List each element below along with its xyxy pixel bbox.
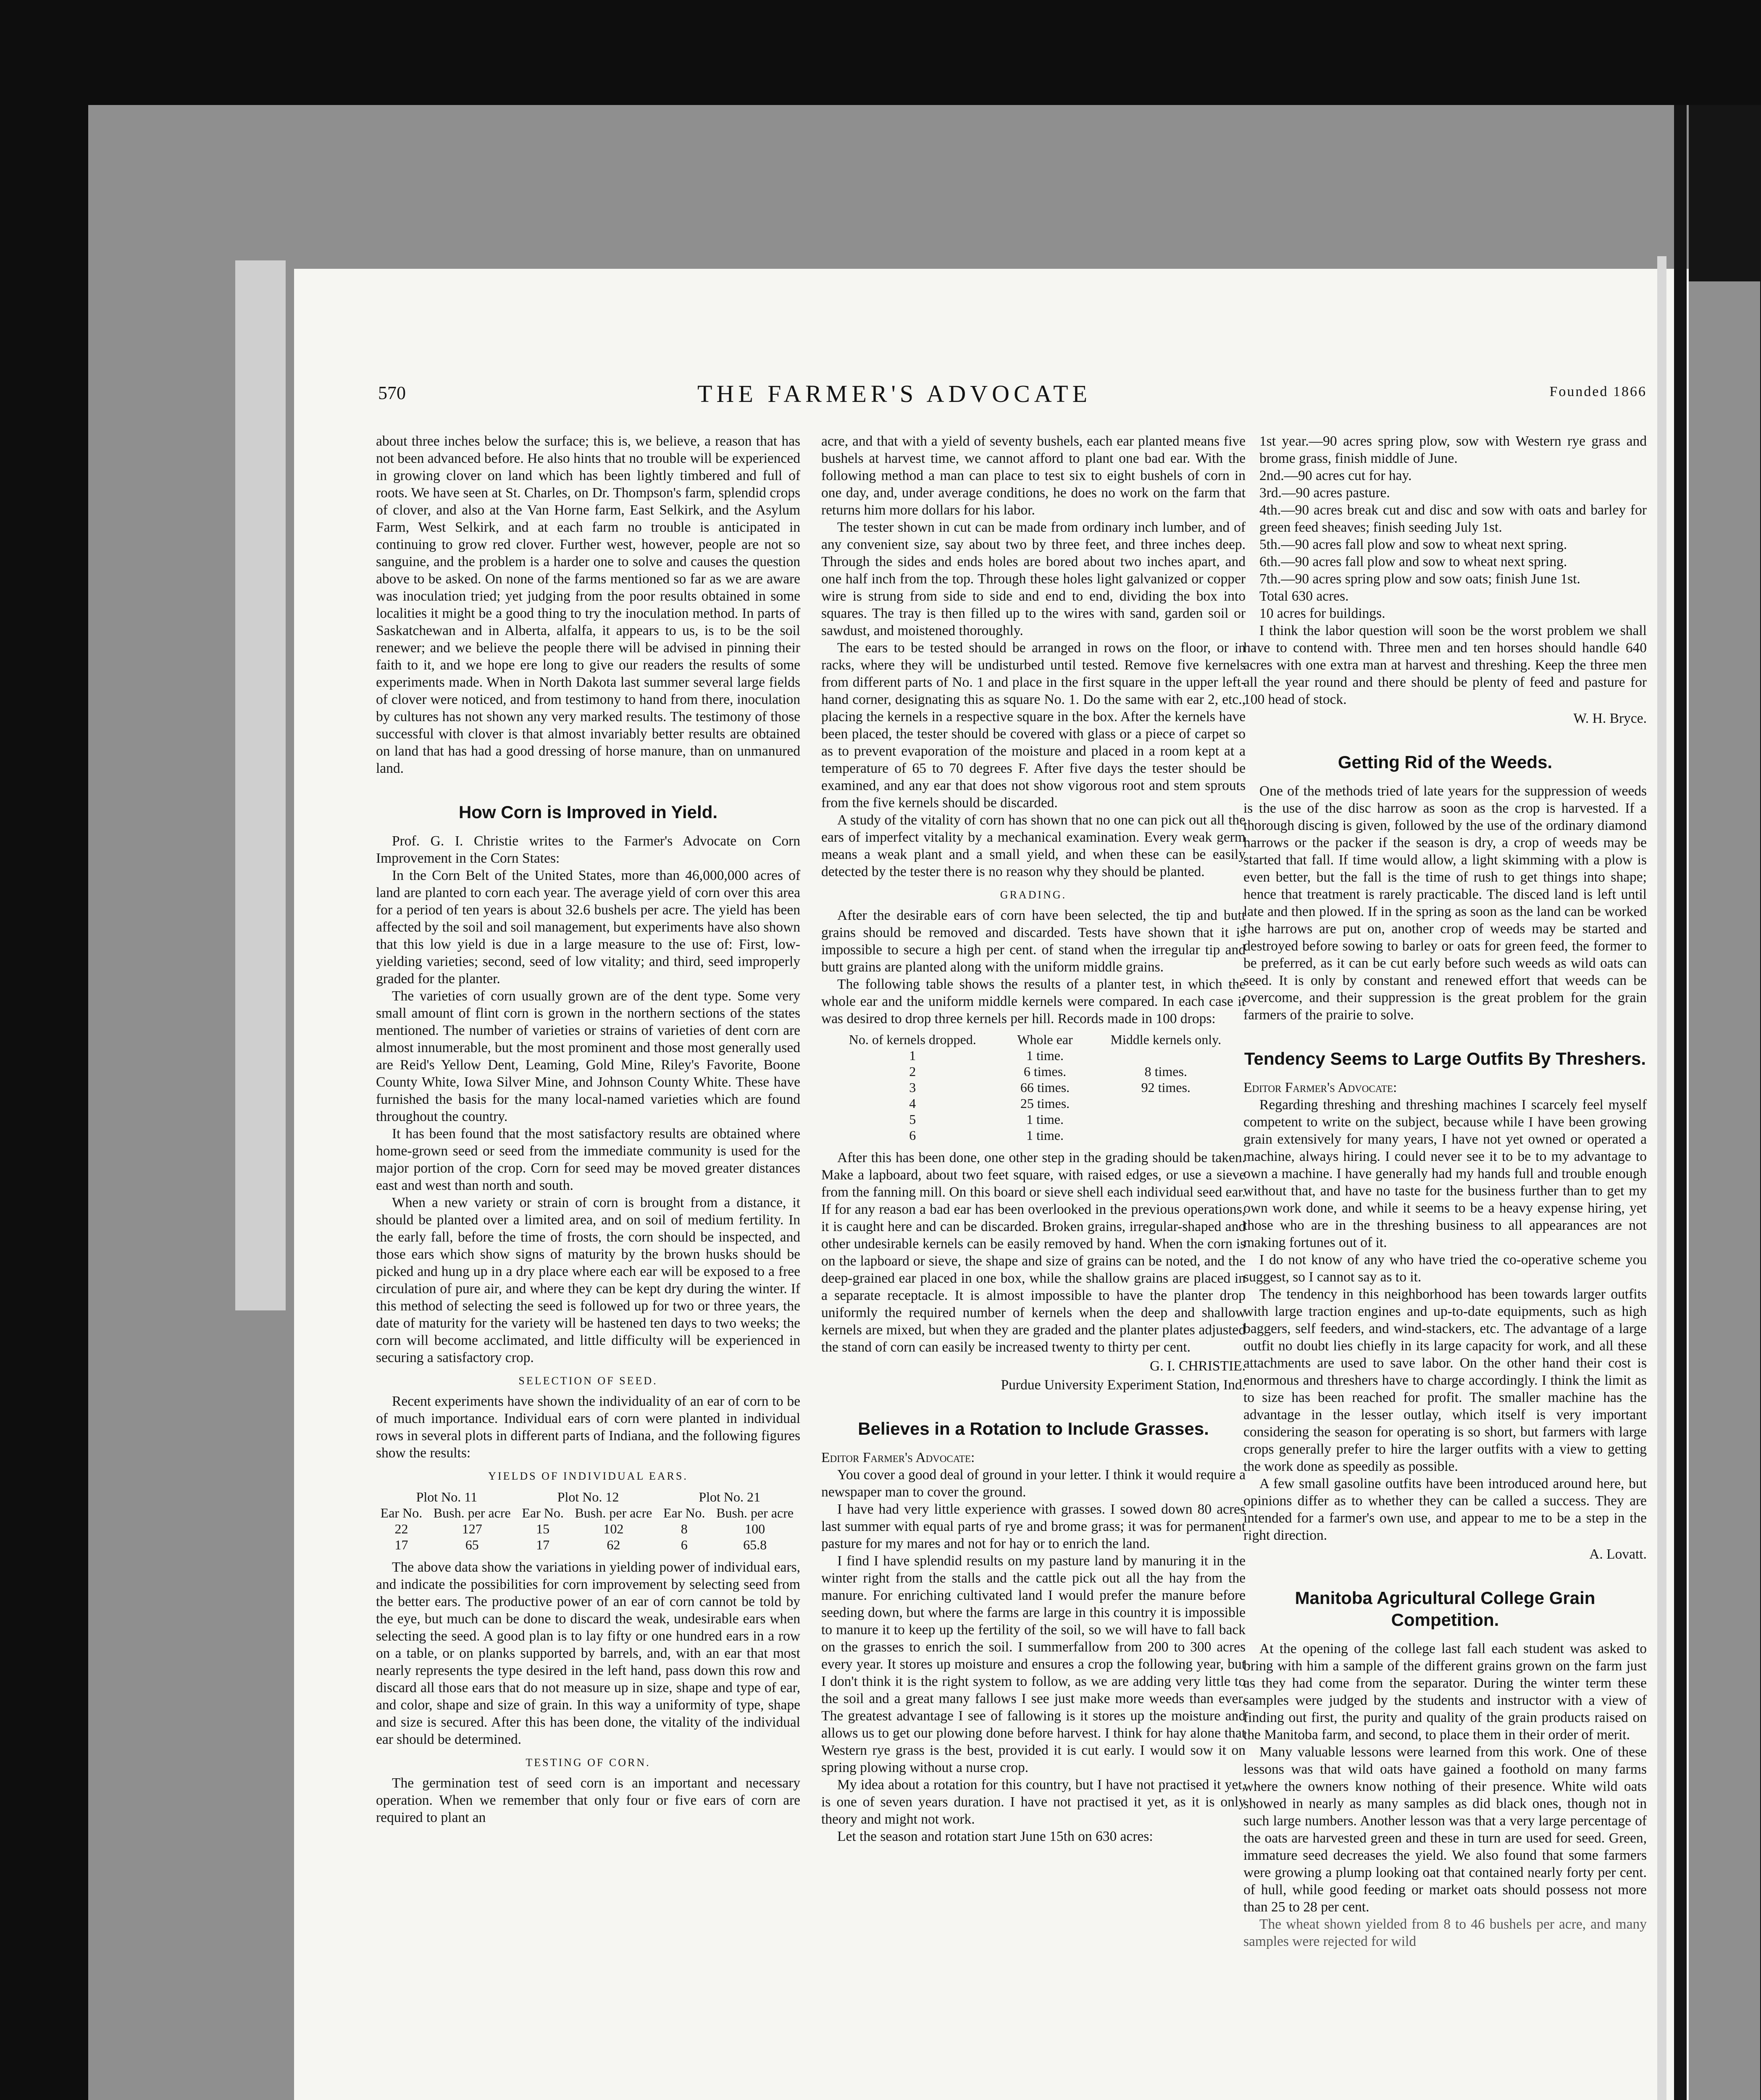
signature: A. Lovatt. xyxy=(1589,1546,1647,1562)
table-cell: 6 times. xyxy=(1023,1064,1067,1079)
table-row xyxy=(376,1537,800,1553)
paragraph: I think the labor question will soon be the worst problem we shall have to contend with. Three men and ten horses should handle 640 acres with one extra man at harvest and threshing. Keep the three men all the year round and there should be plenty of feed and pasture for 100 head of stock. xyxy=(1243,623,1647,707)
paragraph: acre, and that with a yield of seventy bushels, each ear planted means five bushels at harvest time, we cannot afford to plant one bad ear. With the following method a man can place to test six to eight bushels of corn in one day, and, under average conditions, he does no work on the farm that returns him more dollars for his labor. xyxy=(821,433,1246,518)
founded-note: Founded 1866 xyxy=(1549,384,1647,399)
table-cell: 2 xyxy=(909,1064,916,1079)
list-item: 10 acres for buildings. xyxy=(1259,606,1385,621)
table-header: Middle kernels only. xyxy=(1110,1032,1222,1047)
column-2 xyxy=(821,433,1246,1845)
signature: W. H. Bryce. xyxy=(1573,711,1647,726)
yields-table xyxy=(376,1489,800,1553)
column-1 xyxy=(376,433,800,1826)
page-header xyxy=(378,382,1647,407)
table-row xyxy=(821,1079,1246,1095)
list-item: Total 630 acres. xyxy=(1259,588,1349,604)
table-cell: 4 xyxy=(909,1096,916,1111)
table-cell: 100 xyxy=(745,1521,765,1536)
table-cell: 17 xyxy=(394,1537,408,1552)
paragraph: A few small gasoline outfits have been introduced around here, but opinions differ as to whether they can be called a success. They are intended for a farmer's own use, and appear to me to be a step in the right direction. xyxy=(1243,1476,1647,1543)
article-heading-competition: Manitoba Agricultural College Grain Competition. xyxy=(1295,1588,1595,1630)
paragraph: The varieties of corn usually grown are of the dent type. Some very small amount of flint corn is grown in the northern sections of the states mentioned. The number of varieties or strains of varieties of dent corn are almost innumerable, but the most prominent and those most generally used are Reid's Yellow Dent, Leaming, Gold Mine, Riley's Favorite, Boone County White, Iowa Silver Mine, and Johnson County White. These have furnished the basis for the many local-named varieties which are found throughout the country. xyxy=(376,988,800,1124)
paragraph: The following table shows the results of a planter test, in which the whole ear and the uniform middle kernels were compared. In each case it was desired to drop three kernels per hill. Records made in 100 drops: xyxy=(821,976,1246,1026)
list-item: 7th.—90 acres spring plow and sow oats; finish June 1st. xyxy=(1259,571,1580,587)
table-subheader: Ear No. xyxy=(522,1505,564,1520)
paragraph: Many valuable lessons were learned from this work. One of these lessons was that wild oats have gained a foothold on many farms where the owners know nothing of their presence. White wild oats showed in nearly as many samples as did black ones, though not in such large numbers. Another lesson was that a very large percentage of the oats are harvested green and these in turn are used for seed. Green, immature seed decreases the yield. We also found that some farmers were growing a plump looking oat that contained nearly forty per cent. of hull, while good feeding or market oats should possess not more than 25 to 28 per cent. xyxy=(1243,1744,1647,1915)
table-cell: 22 xyxy=(394,1521,408,1536)
table-row xyxy=(821,1063,1246,1079)
salutation: Editor Farmer's Advocate: xyxy=(821,1450,975,1465)
paragraph: Recent experiments have shown the individuality of an ear of corn to be of much importance. Individual ears of corn were planted in individual rows in several plots in different parts of Indiana, and the following figures show the results: xyxy=(376,1394,800,1461)
list-item: 4th.—90 acres break cut and disc and sow with oats and barley for green feed sheaves; finish seeding July 1st. xyxy=(1259,502,1647,535)
table-header: Plot No. 11 xyxy=(416,1489,478,1504)
paragraph: After this has been done, one other step in the grading should be taken. Make a lapboard, about two feet square, with raised edges, or use a sieve from the fanning mill. On this board or sieve shell each individual seed ear. If for any reason a bad ear has been overlooked in the previous operations, it is caught here and can be discarded. Broken grains, irregular-shaped and other undesirable kernels can be easily removed by hand. When the corn is on the lapboard or sieve, the shape and size of grains can be noted, and the deep-grained ear placed in one box, while the shallow grains are placed in a separate receptacle. It is almost impossible to have the planter drop uniformly the required number of kernels when the deep and shallow kernels are mixed, but when they are graded and the planter plates adjusted the stand of corn can easily be increased twenty to thirty per cent. xyxy=(821,1150,1246,1355)
table-cell: 3 xyxy=(909,1080,916,1095)
table-cell xyxy=(1086,1111,1246,1127)
list-item: 2nd.—90 acres cut for hay. xyxy=(1259,468,1412,483)
table-subheader: Ear No. xyxy=(663,1505,705,1520)
signature-affiliation: Purdue University Experiment Station, Ind. xyxy=(1001,1377,1246,1393)
paragraph: The wheat shown yielded from 8 to 46 bushels per acre, and many samples were rejected for wild xyxy=(1243,1916,1647,1949)
paragraph: The tester shown in cut can be made from ordinary inch lumber, and of any convenient size, say about two by three feet, and three inches deep. Through the sides and ends holes are bored about two inches apart, and one half inch from the top. Through these holes light galvanized or copper wire is strung from side to side and end to end, dividing the box into squares. The tray is then filled up to the wires with sand, garden soil or sawdust, and moistened thoroughly. xyxy=(821,520,1246,638)
paragraph: Let the season and rotation start June 15th on 630 acres: xyxy=(837,1829,1153,1844)
paragraph: The above data show the variations in yielding power of individual ears, and indicate the possibilities for corn improvement by selecting seed from the better ears. The productive power of an ear of corn cannot be told by the eye, but much can be done to discard the weak, undesirable ears when selecting the seed. A good plan is to lay fifty or one hundred ears in a row on a table, or on planks supported by barrels, and, with an ear that most nearly represents the type desired in the left hand, pass down this row and discard all those ears that do not measure up in size, shape and type of ear, and color, shape and size of grain. In this way a uniformity of type, shape and size is secured. After this has been done, the vitality of the individual ear should be determined. xyxy=(376,1559,800,1747)
masthead-title: THE FARMER'S ADVOCATE xyxy=(697,380,1092,407)
table-cell: 127 xyxy=(462,1521,482,1536)
table-row xyxy=(821,1127,1246,1143)
table-cell: 65.8 xyxy=(743,1537,767,1552)
paragraph: You cover a good deal of ground in your letter. I think it would require a newspaper man to cover the ground. xyxy=(821,1467,1246,1500)
list-item: 3rd.—90 acres pasture. xyxy=(1259,485,1390,501)
table-header: Plot No. 21 xyxy=(699,1489,760,1504)
table-subheader: Bush. per acre xyxy=(716,1505,794,1520)
table-cell: 15 xyxy=(536,1521,550,1536)
paragraph: When a new variety or strain of corn is brought from a distance, it should be planted over a limited area, and on soil of medium fertility. In the early fall, before the time of frosts, the corn should be inspected, and those ears which show signs of maturity by the brown husks should be picked and hung up in a dry place where each ear will be exposed to a free circulation of pure air, and where they can be kept dry during the winter. If this method of selecting the seed is followed up for two or three years, the date of maturity for the variety will be hastened ten days to two weeks; the corn will become acclimated, and little difficulty will be experienced in securing a satisfactory crop. xyxy=(376,1195,800,1365)
paragraph: In the Corn Belt of the United States, more than 46,000,000 acres of land are planted to corn each year. The average yield of corn over this area for a period of ten years is about 32.6 bushels per acre. The yield has been affected by the soil and soil management, but experiments have also shown that this low yield is due in a large measure to the use of: First, low-yielding varieties; second, seed of low vitality; and third, seed improperly graded for the planter. xyxy=(376,868,800,987)
paragraph: After the desirable ears of corn have been selected, the tip and butt grains should be removed and discarded. Tests have shown that it is impossible to secure a high per cent. of stand when the irregular tip and butt grains are planted along with the uniform middle grains. xyxy=(821,908,1246,975)
article-heading-corn: How Corn is Improved in Yield. xyxy=(458,802,718,822)
paragraph: One of the methods tried of late years for the suppression of weeds is the use of the disc harrow as soon as the crop is harvested. If a thorough discing is given, followed by the use of the ordinary diamond harrows or the packer if the season is dry, a crop of weeds may be started that fall. If time would allow, a light skimming with a plow is even better, but the fall is the time of rush to get things into shape; hence that treatment is rarely practicable. The disced land is left until late and then plowed. If in the spring as soon as the land can be worked the harrows are put on, another crop of weeds may be started and destroyed before sowing to barley or oats for green feed, the former to be preferred, as it can be cut early before such weeds as wild oats can seed. It is only by constant and renewed effort that weeds can be overcome, and their suppression is the great problem for the grain farmers of the prairie to solve. xyxy=(1243,783,1647,1023)
table-cell xyxy=(1086,1047,1246,1063)
salutation: Editor Farmer's Advocate: xyxy=(1243,1080,1397,1095)
table-cell: 1 time. xyxy=(1026,1048,1064,1063)
paragraph: I do not know of any who have tried the co-operative scheme you suggest, so I cannot say as to it. xyxy=(1243,1252,1647,1285)
article-heading-weeds: Getting Rid of the Weeds. xyxy=(1338,752,1553,772)
page-number: 570 xyxy=(378,383,406,403)
paragraph: My idea about a rotation for this country, but I have not practised it yet, is one of seven years duration. I have not practised it yet, as it is only theory and might not work. xyxy=(821,1777,1246,1827)
table-cell: 17 xyxy=(536,1537,550,1552)
table-cell: 5 xyxy=(909,1112,916,1127)
table-cell: 6 xyxy=(681,1537,688,1552)
paragraph: Regarding threshing and threshing machines I scarcely feel myself competent to write on the subject, because while I have been growing grain extensively for many years, I have not yet owned or operated a machine, always hiring. I could never see it to be to my advantage to own a machine. I have generally had my hands full and trouble enough without that, and have no taste for the business further than to get my own work done, and while it seems to be a heavy expense hiring, yet those who are in the threshing business to all appearances are not making fortunes out of it. xyxy=(1243,1097,1647,1250)
table-cell xyxy=(1086,1095,1246,1111)
table-caption-yields: YIELDS OF INDIVIDUAL EARS. xyxy=(488,1470,688,1482)
table-header: No. of kernels dropped. xyxy=(849,1032,976,1047)
table-cell: 8 xyxy=(681,1521,688,1536)
table-cell: 92 times. xyxy=(1141,1080,1191,1095)
subheading-grading: GRADING. xyxy=(1000,889,1067,901)
subheading-testing: TESTING OF CORN. xyxy=(526,1756,651,1769)
table-cell: 102 xyxy=(603,1521,624,1536)
table-cell: 65 xyxy=(465,1537,479,1552)
table-subheader: Ear No. xyxy=(380,1505,423,1520)
table-row xyxy=(376,1521,800,1537)
table-cell: 25 times. xyxy=(1020,1096,1070,1111)
table-cell: 1 time. xyxy=(1026,1128,1064,1143)
paragraph: Prof. G. I. Christie writes to the Farmer's Advocate on Corn Improvement in the Corn States: xyxy=(376,833,800,866)
scan-binder-bar xyxy=(1674,105,1687,2100)
table-row xyxy=(821,1111,1246,1127)
paragraph: A study of the vitality of corn has shown that no one can pick out all the ears of imperfect vitality by a mechanical examination. Every weak germ means a weak plant and a small yield, and when these can be easily detected by the tester there is no reason why they should be planted. xyxy=(821,812,1246,879)
table-row xyxy=(821,1095,1246,1111)
paragraph: I have had very little experience with grasses. I sowed down 80 acres last summer with equal parts of rye and brome grass; it was for permanent pasture for my mares and not for hay or to enrich the land. xyxy=(821,1502,1246,1551)
table-cell xyxy=(1086,1127,1246,1143)
paragraph: The tendency in this neighborhood has been towards larger outfits with large traction engines and up-to-date equipments, such as high baggers, self feeders, and wind-stackers, etc. The advantage of a large outfit no doubt lies chiefly in its large capacity for work, and all these attachments are used to save labor. On the other hand their cost is enormous and threshers have to charge accordingly. I think the limit as to size has been reached for profit. The smaller machine has the advantage in the lesser outlay, which itself is very important considering the season for operating is so short, but farmers with large crops generally prefer to hire the larger outfits with a view to getting the work done as speedily as possible. xyxy=(1243,1286,1647,1474)
page-edge-shadow xyxy=(235,260,286,1310)
paragraph: I find I have splendid results on my pasture land by manuring it in the winter right from the stalls and the cattle pick out all the hay from the manure. For enriching cultivated land I would prefer the manure before seeding down, but where the farms are large in this country it is impossible to manure it to keep up the fertility of the soil, so we will have to fall back on the grasses to enrich the soil. I summerfallow from 200 to 300 acres every year. It stores up moisture and ensures a crop the following year, but I don't think it is the right system to follow, as we are adding very little to the soil and a great many fallows I see just make more weeds than ever. The greatest advantage I see of fallowing is it stores up the moisture and allows us to get our plowing done before harvest. I think for hay alone that Western rye grass is the best, provided it is cut early. I would sow it on spring plowing without a nurse crop. xyxy=(821,1553,1246,1775)
table-subheader: Bush. per acre xyxy=(433,1505,511,1520)
list-item: 5th.—90 acres fall plow and sow to wheat next spring. xyxy=(1259,537,1567,552)
table-cell: 6 xyxy=(909,1128,916,1143)
table-row xyxy=(821,1047,1246,1063)
paragraph: The ears to be tested should be arranged in rows on the floor, or in racks, where they will be undisturbed until tested. Remove five kernels from different parts of No. 1 and place in the first square in the upper left-hand corner, designating this as square No. 1. Do the same with ear 2, etc., placing the kernels in a respective square in the box. After the kernels have been placed, the tester should be covered with glass or a piece of carpet so as to prevent evaporation of the moisture and placed in a room kept at a temperature of 65 to 70 degrees F. After five days the tester should be examined, and any ear that does not show vigorous root and stem sprouts from the five kernels should be discarded. xyxy=(821,640,1246,811)
paragraph: The germination test of seed corn is an important and necessary operation. When we remember that only four or five ears of corn are required to plant an xyxy=(376,1775,800,1825)
list-item: 1st year.—90 acres spring plow, sow with Western rye grass and brome grass, finish middle of June. xyxy=(1259,433,1647,466)
subheading-selection: SELECTION OF SEED. xyxy=(518,1375,658,1387)
kernels-table xyxy=(821,1032,1246,1143)
paragraph: It has been found that the most satisfactory results are obtained where home-grown seed or seed from the immediate community is used for the major portion of the crop. Corn for seed may be moved greater distances east and west than north and south. xyxy=(376,1126,800,1193)
table-cell: 66 times. xyxy=(1020,1080,1070,1095)
list-item: 6th.—90 acres fall plow and sow to wheat next spring. xyxy=(1259,554,1567,570)
article-heading-rotation: Believes in a Rotation to Include Grasses. xyxy=(858,1419,1209,1438)
table-cell: 62 xyxy=(607,1537,620,1552)
table-cell: 1 xyxy=(909,1048,916,1063)
table-subheader: Bush. per acre xyxy=(575,1505,652,1520)
scan-corner-shadow xyxy=(1689,105,1761,281)
rotation-list xyxy=(1243,433,1647,622)
table-cell: 8 times. xyxy=(1144,1064,1187,1079)
table-header: Plot No. 12 xyxy=(557,1489,619,1504)
table-cell: 1 time. xyxy=(1026,1112,1064,1127)
table-header: Whole ear xyxy=(1017,1032,1073,1047)
article-heading-outfits: Tendency Seems to Large Outfits By Threshers. xyxy=(1244,1049,1646,1068)
scan-margin-strip xyxy=(1657,256,1666,2100)
paragraph: At the opening of the college last fall each student was asked to bring with him a sample of the different grains grown on the farm just as they had come from the separator. During the winter term these samples were judged by the students and instructor with a view of finding out first, the purity and quality of the grain products raised on the Manitoba farm, and second, to place them in their order of merit. xyxy=(1243,1641,1647,1743)
column-3 xyxy=(1243,433,1647,1950)
paragraph: about three inches below the surface; this is, we believe, a reason that has not been advanced before. He also hints that no trouble will be experienced in growing clover on land which has been lightly timbered and full of roots. We have seen at St. Charles, on Dr. Thompson's farm, splendid crops of clover, and also at the Van Horne farm, East Selkirk, and the Asylum Farm, West Selkirk, and at each farm no trouble is anticipated in continuing to grow red clover. Further west, however, people are not so sanguine, and the problem is a harder one to solve and causes the question above to be asked. On none of the farms mentioned so far as we are aware was inoculation tried; yet judging from the poor results obtained in some localities it might be a good thing to try the inoculation method. In parts of Saskatchewan and in Alberta, alfalfa, it appears to us, is to be the soil renewer; and we believe the people there will be advised in pinning their faith to it, and we hope ere long to give our readers the results of some experiments made. When in North Dakota last summer several large fields of clover were noticed, and from testimony to hand from there, inoculation by cultures has not shown any very marked results. The testimony of those successful with clover is that almost invariably better results are obtained on land that has had a good dressing of horse manure, than on unmanured land. xyxy=(376,433,800,776)
signature: G. I. CHRISTIE. xyxy=(1150,1358,1246,1374)
